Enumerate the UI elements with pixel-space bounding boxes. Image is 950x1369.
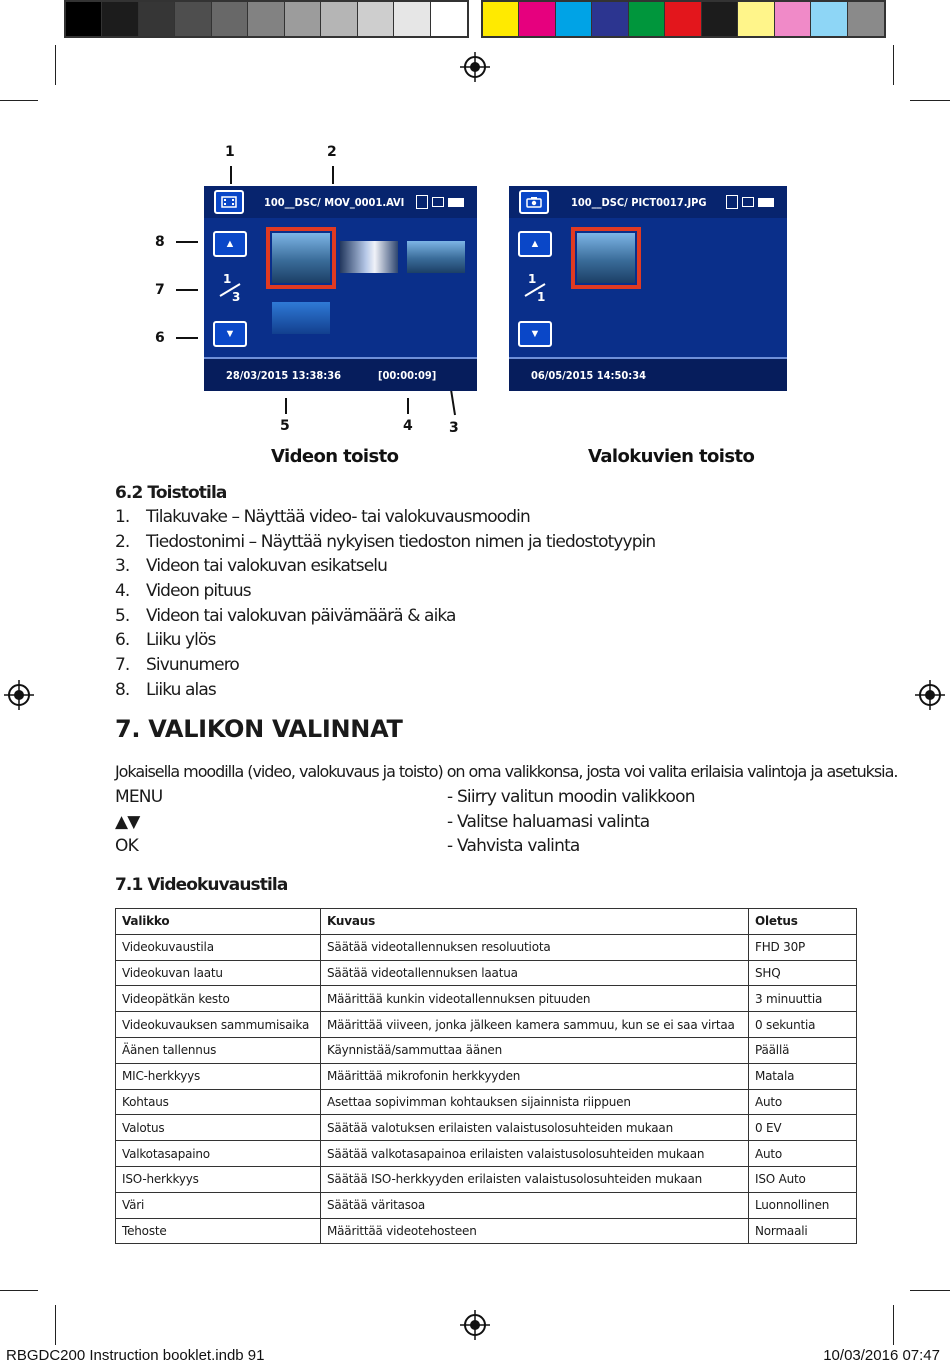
table-cell: Auto xyxy=(749,1141,857,1167)
table-cell: Määrittää mikrofonin herkkyyden xyxy=(321,1063,749,1089)
color-swatch xyxy=(175,2,211,36)
crop-mark xyxy=(893,45,894,85)
list-item: 5. Videon tai valokuvan päivämäärä & aika xyxy=(115,605,456,626)
table-cell: SHQ xyxy=(749,960,857,986)
color-swatch xyxy=(811,2,847,36)
table-cell: Väri xyxy=(116,1192,321,1218)
table-row xyxy=(116,1218,857,1244)
callout-3: 3 xyxy=(449,420,459,436)
table-cell: Auto xyxy=(749,1089,857,1115)
video-duration-label: [00:00:09] xyxy=(378,369,437,382)
table-cell: Normaali xyxy=(749,1218,857,1244)
color-swatch xyxy=(358,2,394,36)
video-playback-screen xyxy=(204,186,477,391)
table-cell: Luonnollinen xyxy=(749,1192,857,1218)
color-swatch xyxy=(102,2,138,36)
table-header-row xyxy=(116,909,857,935)
color-swatch xyxy=(592,2,628,36)
callout-line xyxy=(407,398,409,414)
table-cell: Videokuvaustila xyxy=(116,934,321,960)
column-header: Valikko xyxy=(116,909,321,935)
datetime-label: 06/05/2015 14:50:34 xyxy=(531,369,646,382)
table-cell: Videokuvan laatu xyxy=(116,960,321,986)
scroll-up-button[interactable]: ▲ xyxy=(518,231,552,257)
playback-icon xyxy=(726,195,738,209)
color-swatch xyxy=(394,2,430,36)
color-swatch xyxy=(431,2,467,36)
footer-right: 10/03/2016 07:47 xyxy=(823,1347,940,1364)
thumbnail-selected[interactable] xyxy=(577,233,635,283)
table-cell: Äänen tallennus xyxy=(116,1037,321,1063)
crop-mark xyxy=(55,45,56,85)
table-row xyxy=(116,1115,857,1141)
color-swatch xyxy=(66,2,102,36)
list-item: 2. Tiedostonimi – Näyttää nykyisen tiedoston nimen ja tiedostotyypin xyxy=(115,531,656,552)
table-row xyxy=(116,1166,857,1192)
filename-label: 100__DSC/ MOV_0001.AVI xyxy=(264,196,405,209)
table-cell: Määrittää kunkin videotallennuksen pituuden xyxy=(321,986,749,1012)
table-cell: Määrittää videotehosteen xyxy=(321,1218,749,1244)
color-swatch xyxy=(848,2,884,36)
grayscale-calibration-bar xyxy=(64,0,469,38)
color-swatch xyxy=(321,2,357,36)
registration-mark-icon xyxy=(915,680,945,710)
table-cell: Säätää valotuksen erilaisten valaistusolosuhteiden mukaan xyxy=(321,1115,749,1141)
callout-line xyxy=(332,166,334,184)
battery-icon xyxy=(448,198,464,207)
page-number-top: 1 xyxy=(528,272,537,286)
playback-items-list xyxy=(115,507,655,705)
color-swatch xyxy=(212,2,248,36)
caption-video-playback: Videon toisto xyxy=(271,446,399,467)
camera-mode-icon xyxy=(519,190,549,214)
page-number-bottom: 1 xyxy=(537,290,546,304)
thumbnail-selected[interactable] xyxy=(272,233,330,283)
list-item: 3. Videon tai valokuvan esikatselu xyxy=(115,556,387,577)
section-71-heading: 7.1 Videokuvaustila xyxy=(115,875,288,895)
scroll-down-button[interactable]: ▼ xyxy=(213,321,247,347)
callout-line xyxy=(230,166,232,184)
datetime-label: 28/03/2015 13:38:36 xyxy=(226,369,341,382)
table-cell: 0 EV xyxy=(749,1115,857,1141)
table-cell: Määrittää viiveen, jonka jälkeen kamera sammuu, kun se ei saa virtaa xyxy=(321,1012,749,1038)
list-item: 8. Liiku alas xyxy=(115,679,216,700)
table-cell: ISO Auto xyxy=(749,1166,857,1192)
color-swatch xyxy=(285,2,321,36)
color-swatch xyxy=(629,2,665,36)
video-mode-table xyxy=(115,908,857,1244)
page-number-bottom: 3 xyxy=(232,290,241,304)
section-7-intro: Jokaisella moodilla (video, valokuvaus ja toisto) on oma valikkonsa, josta voi valita erilaisia valintoja ja asetuksia. xyxy=(115,762,898,781)
table-cell: 3 minuuttia xyxy=(749,986,857,1012)
registration-mark-icon xyxy=(460,1310,490,1340)
table-cell: Päällä xyxy=(749,1037,857,1063)
callout-2: 2 xyxy=(327,144,337,160)
section-62-heading: 6.2 Toistotila xyxy=(115,483,227,503)
crop-mark xyxy=(910,1290,950,1291)
callout-line xyxy=(285,398,287,414)
color-calibration-bar xyxy=(481,0,886,38)
crop-mark xyxy=(0,1290,38,1291)
crop-mark xyxy=(0,100,38,101)
registration-mark-icon xyxy=(4,680,34,710)
page-number-top: 1 xyxy=(223,272,232,286)
color-swatch xyxy=(775,2,811,36)
table-cell: Valkotasapaino xyxy=(116,1141,321,1167)
table-row xyxy=(116,986,857,1012)
table-cell: Käynnistää/sammuttaa äänen xyxy=(321,1037,749,1063)
table-cell: 0 sekuntia xyxy=(749,1012,857,1038)
callout-6: 6 xyxy=(155,330,165,346)
table-cell: MIC-herkkyys xyxy=(116,1063,321,1089)
scroll-up-button[interactable]: ▲ xyxy=(213,231,247,257)
crop-mark xyxy=(55,1305,56,1345)
color-swatch xyxy=(519,2,555,36)
column-header: Oletus xyxy=(749,909,857,935)
table-cell: Videokuvauksen sammumisaika xyxy=(116,1012,321,1038)
callout-5: 5 xyxy=(280,418,290,434)
thumbnail[interactable] xyxy=(272,302,330,334)
status-icons xyxy=(726,195,774,209)
list-item: 1. Tilakuvake – Näyttää video- tai valokuvausmoodin xyxy=(115,507,530,527)
list-item: 4. Videon pituus xyxy=(115,581,251,602)
table-cell: Valotus xyxy=(116,1115,321,1141)
crop-mark xyxy=(893,1305,894,1345)
color-swatch xyxy=(139,2,175,36)
color-swatch xyxy=(556,2,592,36)
color-swatch xyxy=(483,2,519,36)
playback-icon xyxy=(416,195,428,209)
table-cell: Kohtaus xyxy=(116,1089,321,1115)
table-cell: Videopätkän kesto xyxy=(116,986,321,1012)
battery-icon xyxy=(758,198,774,207)
table-row xyxy=(116,1012,857,1038)
photo-playback-screen xyxy=(509,186,787,391)
table-cell: Säätää videotallennuksen laatua xyxy=(321,960,749,986)
list-item: 7. Sivunumero xyxy=(115,655,239,676)
table-cell: Matala xyxy=(749,1063,857,1089)
table-cell: Säätää valkotasapainoa erilaisten valaistusolosuhteiden mukaan xyxy=(321,1141,749,1167)
color-swatch xyxy=(702,2,738,36)
footer-left: RBGDC200 Instruction booklet.indb 91 xyxy=(6,1347,265,1364)
table-row xyxy=(116,960,857,986)
thumbnail[interactable] xyxy=(407,241,465,273)
table-cell: FHD 30P xyxy=(749,934,857,960)
table-cell: Säätää ISO-herkkyyden erilaisten valaistusolosuhteiden mukaan xyxy=(321,1166,749,1192)
table-cell: Tehoste xyxy=(116,1218,321,1244)
status-icons xyxy=(416,195,464,209)
sd-card-icon xyxy=(742,197,754,207)
registration-mark-icon xyxy=(460,52,490,82)
table-cell: ISO-herkkyys xyxy=(116,1166,321,1192)
callout-4: 4 xyxy=(403,418,413,434)
section-7-heading: 7. VALIKON VALINNAT xyxy=(115,715,403,743)
color-swatch xyxy=(665,2,701,36)
table-row xyxy=(116,1192,857,1218)
filename-label: 100__DSC/ PICT0017.JPG xyxy=(571,196,707,209)
callout-1: 1 xyxy=(225,144,235,160)
table-cell: Asettaa sopivimman kohtauksen sijainnista riippuen xyxy=(321,1089,749,1115)
scroll-down-button[interactable]: ▼ xyxy=(518,321,552,347)
table-row xyxy=(116,1037,857,1063)
caption-photo-playback: Valokuvien toisto xyxy=(588,446,755,467)
list-item: 6. Liiku ylös xyxy=(115,630,216,651)
callout-line xyxy=(176,241,198,243)
table-row xyxy=(116,934,857,960)
color-swatch xyxy=(738,2,774,36)
column-header: Kuvaus xyxy=(321,909,749,935)
callout-line xyxy=(176,289,198,291)
callout-line xyxy=(176,337,198,339)
table-cell: Säätää videotallennuksen resoluutiota xyxy=(321,934,749,960)
table-row xyxy=(116,1063,857,1089)
callout-8: 8 xyxy=(155,234,165,250)
thumbnail[interactable] xyxy=(340,241,398,273)
crop-mark xyxy=(910,100,950,101)
color-swatch xyxy=(248,2,284,36)
video-mode-icon xyxy=(214,190,244,214)
callout-7: 7 xyxy=(155,282,165,298)
table-row xyxy=(116,1141,857,1167)
sd-card-icon xyxy=(432,197,444,207)
table-cell: Säätää väritasoa xyxy=(321,1192,749,1218)
table-row xyxy=(116,1089,857,1115)
